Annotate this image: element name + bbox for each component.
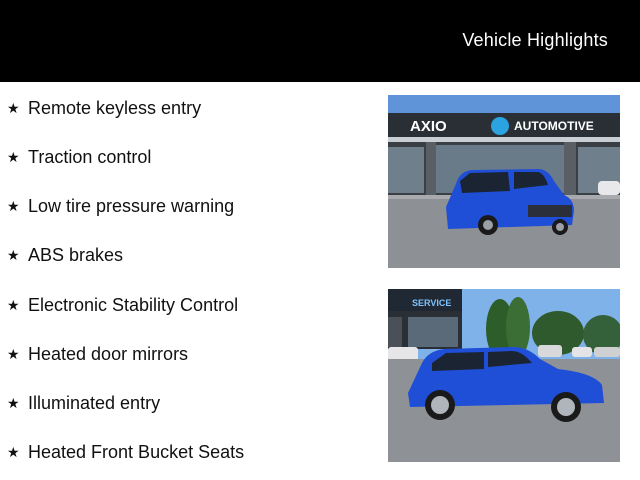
star-icon: ★ <box>7 296 20 313</box>
page-title: Vehicle Highlights <box>462 30 608 50</box>
feature-item <box>7 194 234 218</box>
smiley-logo-icon <box>491 117 509 135</box>
feature-item <box>7 293 238 317</box>
feature-item <box>7 243 123 267</box>
vehicle-photo-front[interactable] <box>388 95 620 268</box>
star-icon: ★ <box>7 148 20 165</box>
vehicle-photo-side[interactable] <box>388 289 620 462</box>
feature-label: Illuminated entry <box>28 392 161 413</box>
feature-item <box>7 440 244 464</box>
star-icon: ★ <box>7 197 20 214</box>
feature-label: ABS brakes <box>28 244 124 265</box>
feature-label: Traction control <box>28 146 152 167</box>
feature-label: Electronic Stability Control <box>28 294 239 315</box>
feature-label: Remote keyless entry <box>28 97 202 118</box>
page-header <box>0 0 640 82</box>
sign-brand-text: AXIO <box>410 118 447 135</box>
feature-item <box>7 96 201 120</box>
sign-service-text: SERVICE <box>412 298 452 308</box>
star-icon: ★ <box>7 394 20 411</box>
sign-automotive-text: AUTOMOTIVE <box>514 119 594 133</box>
feature-item <box>7 391 160 415</box>
star-icon: ★ <box>7 99 20 116</box>
feature-label: Heated Front Bucket Seats <box>28 441 245 462</box>
star-icon: ★ <box>7 443 20 460</box>
feature-item <box>7 145 151 169</box>
feature-label: Heated door mirrors <box>28 343 189 364</box>
feature-label: Low tire pressure warning <box>28 195 235 216</box>
star-icon: ★ <box>7 246 20 263</box>
feature-item <box>7 342 188 366</box>
star-icon: ★ <box>7 345 20 362</box>
